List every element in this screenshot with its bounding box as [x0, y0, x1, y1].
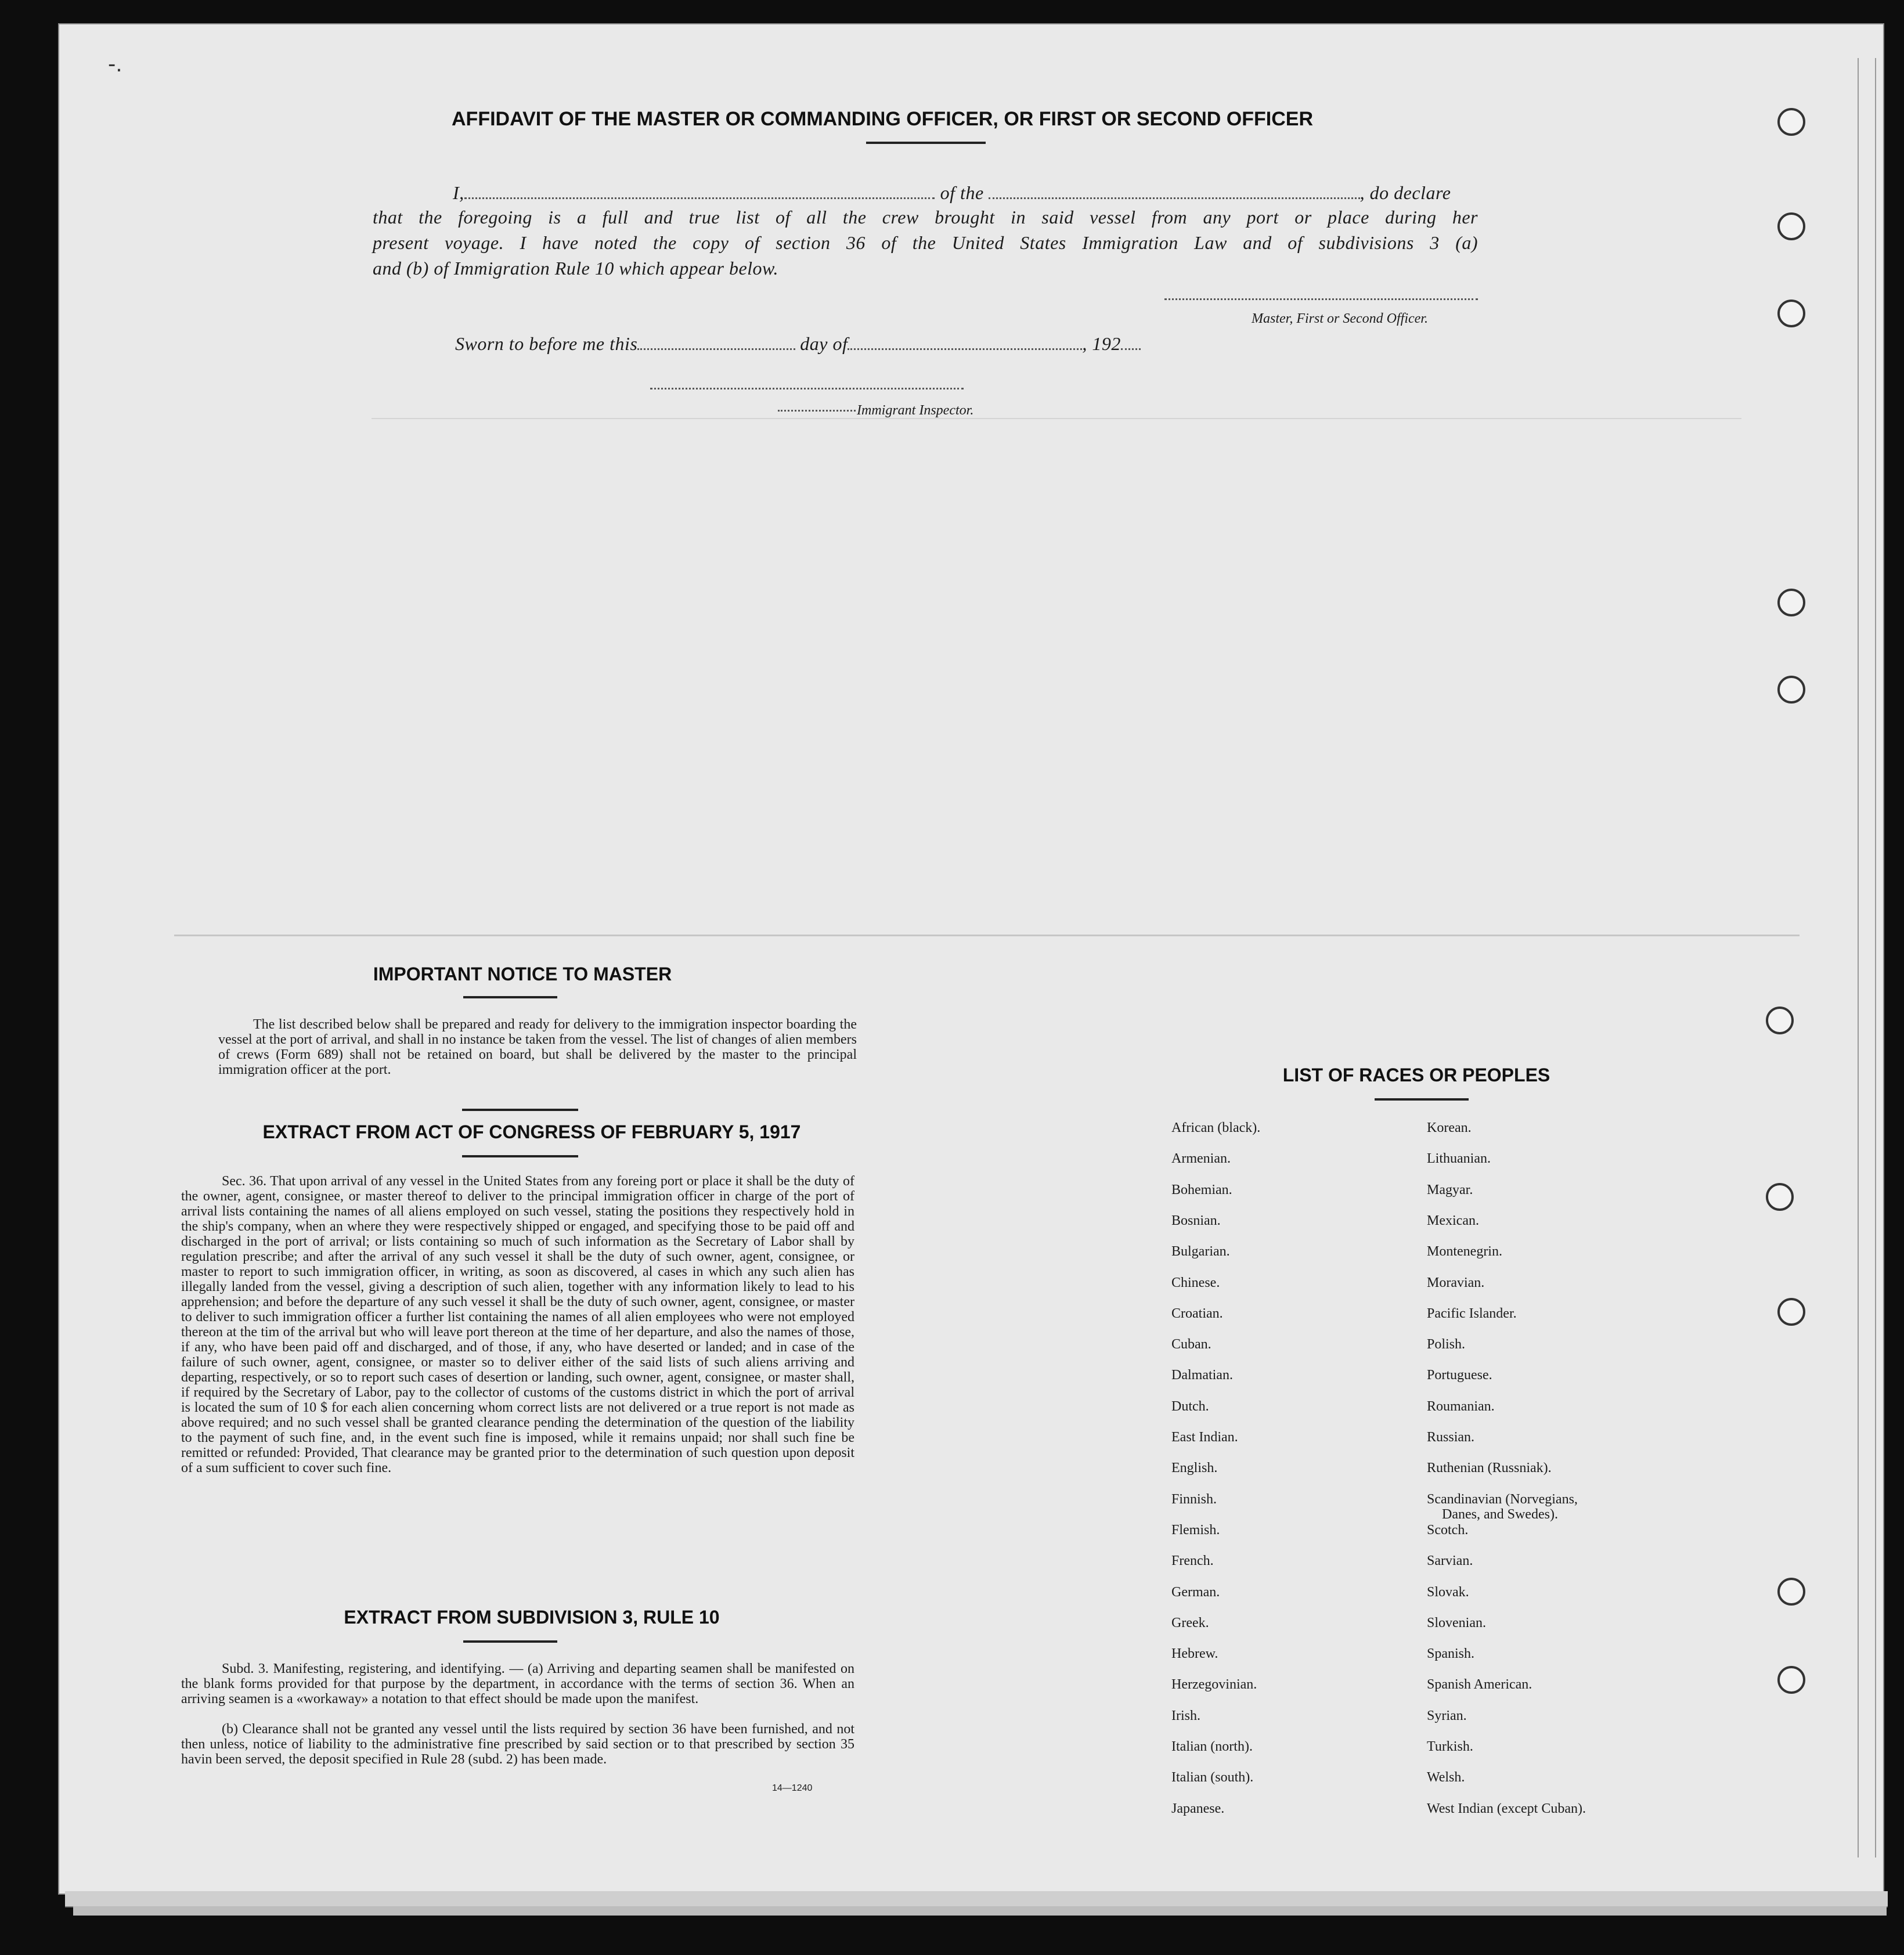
vessel-blank[interactable]	[989, 192, 1360, 199]
sworn-month-blank[interactable]	[848, 342, 1082, 350]
binder-hole-icon	[1777, 212, 1805, 240]
race-item: Dutch.	[1171, 1399, 1209, 1414]
form-number: 14—1240	[772, 1783, 813, 1793]
race-item: Russian.	[1427, 1430, 1475, 1445]
race-item: Ruthenian (Russniak).	[1427, 1460, 1552, 1476]
affidavit-of-the: of the	[940, 182, 984, 203]
binder-hole-icon	[1777, 1666, 1805, 1694]
race-item: Herzegovinian.	[1171, 1677, 1257, 1692]
inspector-signature-line[interactable]	[650, 388, 964, 389]
affidavit-line-1	[453, 182, 1451, 204]
affidavit-declare: , do declare	[1360, 182, 1451, 203]
race-item: Welsh.	[1427, 1770, 1465, 1785]
race-item: Scotch.	[1427, 1523, 1469, 1538]
race-item: Portuguese.	[1427, 1368, 1492, 1383]
bleed-through-line	[372, 418, 1741, 419]
race-item: Scandinavian (Norvegians,	[1427, 1492, 1578, 1507]
notice-text: The list described below shall be prepared and ready for delivery to the immigration inspector boarding the vessel at the port of arrival, and shall in no instance be taken from the vessel. The list of changes of alien members of crews (Form 689) shall not be retained on board, but shall be delivered by the master to the principal immigration officer at the port.	[218, 1017, 857, 1077]
bleed-through-line	[174, 935, 1800, 936]
race-item: Italian (south).	[1171, 1770, 1254, 1785]
race-item: Bosnian.	[1171, 1213, 1221, 1228]
rule-para-b: (b) Clearance shall not be granted any vessel until the lists required by section 36 have been furnished, and not then unless, notice of liability to the administrative fine prescribed by said section or to that prescribed by section 35 havin been served, the deposit specified in Rule 28 (subd. 2) has been made.	[181, 1722, 854, 1767]
race-item: Polish.	[1427, 1337, 1466, 1352]
sworn-year-blank[interactable]	[1121, 342, 1141, 350]
race-item: Italian (north).	[1171, 1739, 1253, 1754]
rule-underline	[463, 1640, 557, 1643]
race-item: Slovak.	[1427, 1585, 1469, 1600]
race-item: Japanese.	[1171, 1801, 1225, 1816]
race-item: Lithuanian.	[1427, 1151, 1491, 1166]
races-title: LIST OF RACES OR PEOPLES	[1282, 1065, 1550, 1085]
affidavit-i: I,	[453, 182, 464, 203]
race-item: West Indian (except Cuban).	[1427, 1801, 1586, 1816]
race-item: Flemish.	[1171, 1523, 1220, 1538]
affidavit-line-2: that the foregoing is a full and true list of all the crew brought in said vessel from any port or place during her	[373, 207, 1478, 228]
race-item: Armenian.	[1171, 1151, 1231, 1166]
race-item: East Indian.	[1171, 1430, 1238, 1445]
binder-hole-icon	[1777, 1298, 1805, 1326]
underlying-page-edge	[65, 1891, 1888, 1907]
rule-para-a: Subd. 3. Manifesting, registering, and identifying. — (a) Arriving and departing seamen shall be manifested on the blank forms provided for that purpose by the department, in accordance with the terms of section 36. When an arriving seamen is a «workaway» a notation to that effect should be made upon the manifest.	[181, 1661, 854, 1707]
sworn-prefix: Sworn to before me this	[455, 333, 638, 354]
race-item: Irish.	[1171, 1708, 1200, 1723]
race-item: Slovenian.	[1427, 1615, 1486, 1631]
race-item: Bohemian.	[1171, 1182, 1232, 1197]
race-item: Montenegrin.	[1427, 1244, 1502, 1259]
race-item: Finnish.	[1171, 1492, 1217, 1507]
race-item: English.	[1171, 1460, 1218, 1476]
race-item: Turkish.	[1427, 1739, 1473, 1754]
binder-hole-icon	[1777, 300, 1805, 327]
page-margin-line	[1858, 58, 1859, 1857]
binder-hole-icon	[1777, 676, 1805, 704]
binder-hole-icon	[1766, 1183, 1794, 1211]
race-item: African (black).	[1171, 1120, 1261, 1135]
races-underline	[1375, 1098, 1469, 1101]
race-item: Pacific Islander.	[1427, 1306, 1517, 1321]
rule-title: EXTRACT FROM SUBDIVISION 3, RULE 10	[344, 1607, 720, 1628]
notice-title: IMPORTANT NOTICE TO MASTER	[373, 964, 672, 984]
sworn-year: , 192	[1082, 333, 1121, 354]
race-item: Magyar.	[1427, 1182, 1473, 1197]
notice-underline	[463, 996, 557, 998]
act-title: EXTRACT FROM ACT OF CONGRESS OF FEBRUARY 5, 1917	[262, 1121, 801, 1142]
race-item: Danes, and Swedes).	[1442, 1507, 1558, 1522]
affidavit-title: AFFIDAVIT OF THE MASTER OR COMMANDING OFFICER, OR FIRST OR SECOND OFFICER	[452, 108, 1313, 130]
race-item: Cuban.	[1171, 1337, 1211, 1352]
edge-mark: -.	[108, 51, 122, 77]
race-item: Chinese.	[1171, 1275, 1220, 1290]
race-item: Spanish.	[1427, 1646, 1475, 1661]
act-text: Sec. 36. That upon arrival of any vessel in the United States from any foreing port or place it shall be the duty of the owner, agent, consignee, or master thereof to deliver to the principal immigration officer in charge of the port of arrival lists containing the names of all aliens employed on such vessel, stating the positions they respectively hold in the ship's company, when an where they were respectively shipped or engaged, and specifying those to be paid off and discharged in the port of arrival; or lists containing so much of such information as the Secretary of Labor shall by regulation prescribe; and after the arrival of any such vessel it shall be the duty of such owner, agent, consignee, or master to report to such immigration officer, in writing, as soon as discovered, al cases in which any such alien has illegally landed from the vessel, giving a description of such alien, together with any information likely to lead to his apprehension; and before the departure of any such vessel it shall be the duty of such owner, agent, consignee, or master to deliver to such immigration officer a further list containing the names of all alien employees who were not employed thereon at the tim of the arrival but who will leave port thereon at the time of her departure, and also the names of those, if any, who have been paid off and discharged, and of those, if any, who have deserted or landed; and in case of the failure of such owner, agent, consignee, or master so to deliver either of the said lists of such aliens arriving and departing, respectively, or so to report such cases of desertion or landing, such owner, agent, consignee, or master shall, if required by the Secretary of Labor, pay to the collector of customs of the customs district in which the port of arrival is located the sum of 10 $ for each alien concerning whom correct lists are not delivered or a true report is not made as above required; and no such vessel shall be granted clearance pending the determination of the question of the liability to the payment of such fine, and, in the event such fine is imposed, while it remains unpaid; nor shall such fine be remitted or refunded: Provided, That clearance may be granted prior to the determination of such question upon deposit of a sum sufficient to cover such fine.	[181, 1174, 854, 1476]
race-item: French.	[1171, 1553, 1214, 1568]
affidavit-line-3: present voyage. I have noted the copy of section 36 of the United States Immigration Law and of subdivisions 3 (a)	[373, 232, 1478, 253]
race-item: Mexican.	[1427, 1213, 1479, 1228]
race-item: Moravian.	[1427, 1275, 1485, 1290]
race-item: Syrian.	[1427, 1708, 1467, 1723]
race-item: Korean.	[1427, 1120, 1472, 1135]
sworn-day-blank[interactable]	[637, 342, 795, 350]
race-item: Croatian.	[1171, 1306, 1223, 1321]
page-margin-line	[1875, 58, 1876, 1857]
race-item: Bulgarian.	[1171, 1244, 1230, 1259]
binder-hole-icon	[1766, 1007, 1794, 1034]
title-underline	[866, 142, 986, 144]
notice-separator	[462, 1109, 578, 1111]
act-underline	[462, 1155, 578, 1157]
name-blank[interactable]	[464, 192, 935, 199]
race-item: Hebrew.	[1171, 1646, 1218, 1661]
sworn-line	[455, 333, 1141, 355]
race-item: Spanish American.	[1427, 1677, 1532, 1692]
inspector-label-dots	[778, 410, 856, 412]
officer-signature-line[interactable]	[1164, 298, 1478, 300]
race-item: German.	[1171, 1585, 1220, 1600]
affidavit-line-4: and (b) of Immigration Rule 10 which appear below.	[373, 258, 778, 279]
sworn-day-of: day of	[800, 333, 848, 354]
officer-label: Master, First or Second Officer.	[1252, 311, 1428, 326]
binder-hole-icon	[1777, 1578, 1805, 1606]
inspector-label: Immigrant Inspector.	[857, 403, 974, 418]
race-item: Greek.	[1171, 1615, 1209, 1631]
race-item: Dalmatian.	[1171, 1368, 1233, 1383]
race-item: Sarvian.	[1427, 1553, 1473, 1568]
binder-hole-icon	[1777, 108, 1805, 136]
binder-hole-icon	[1777, 589, 1805, 616]
race-item: Roumanian.	[1427, 1399, 1495, 1414]
underlying-page-edge-2	[73, 1906, 1887, 1916]
